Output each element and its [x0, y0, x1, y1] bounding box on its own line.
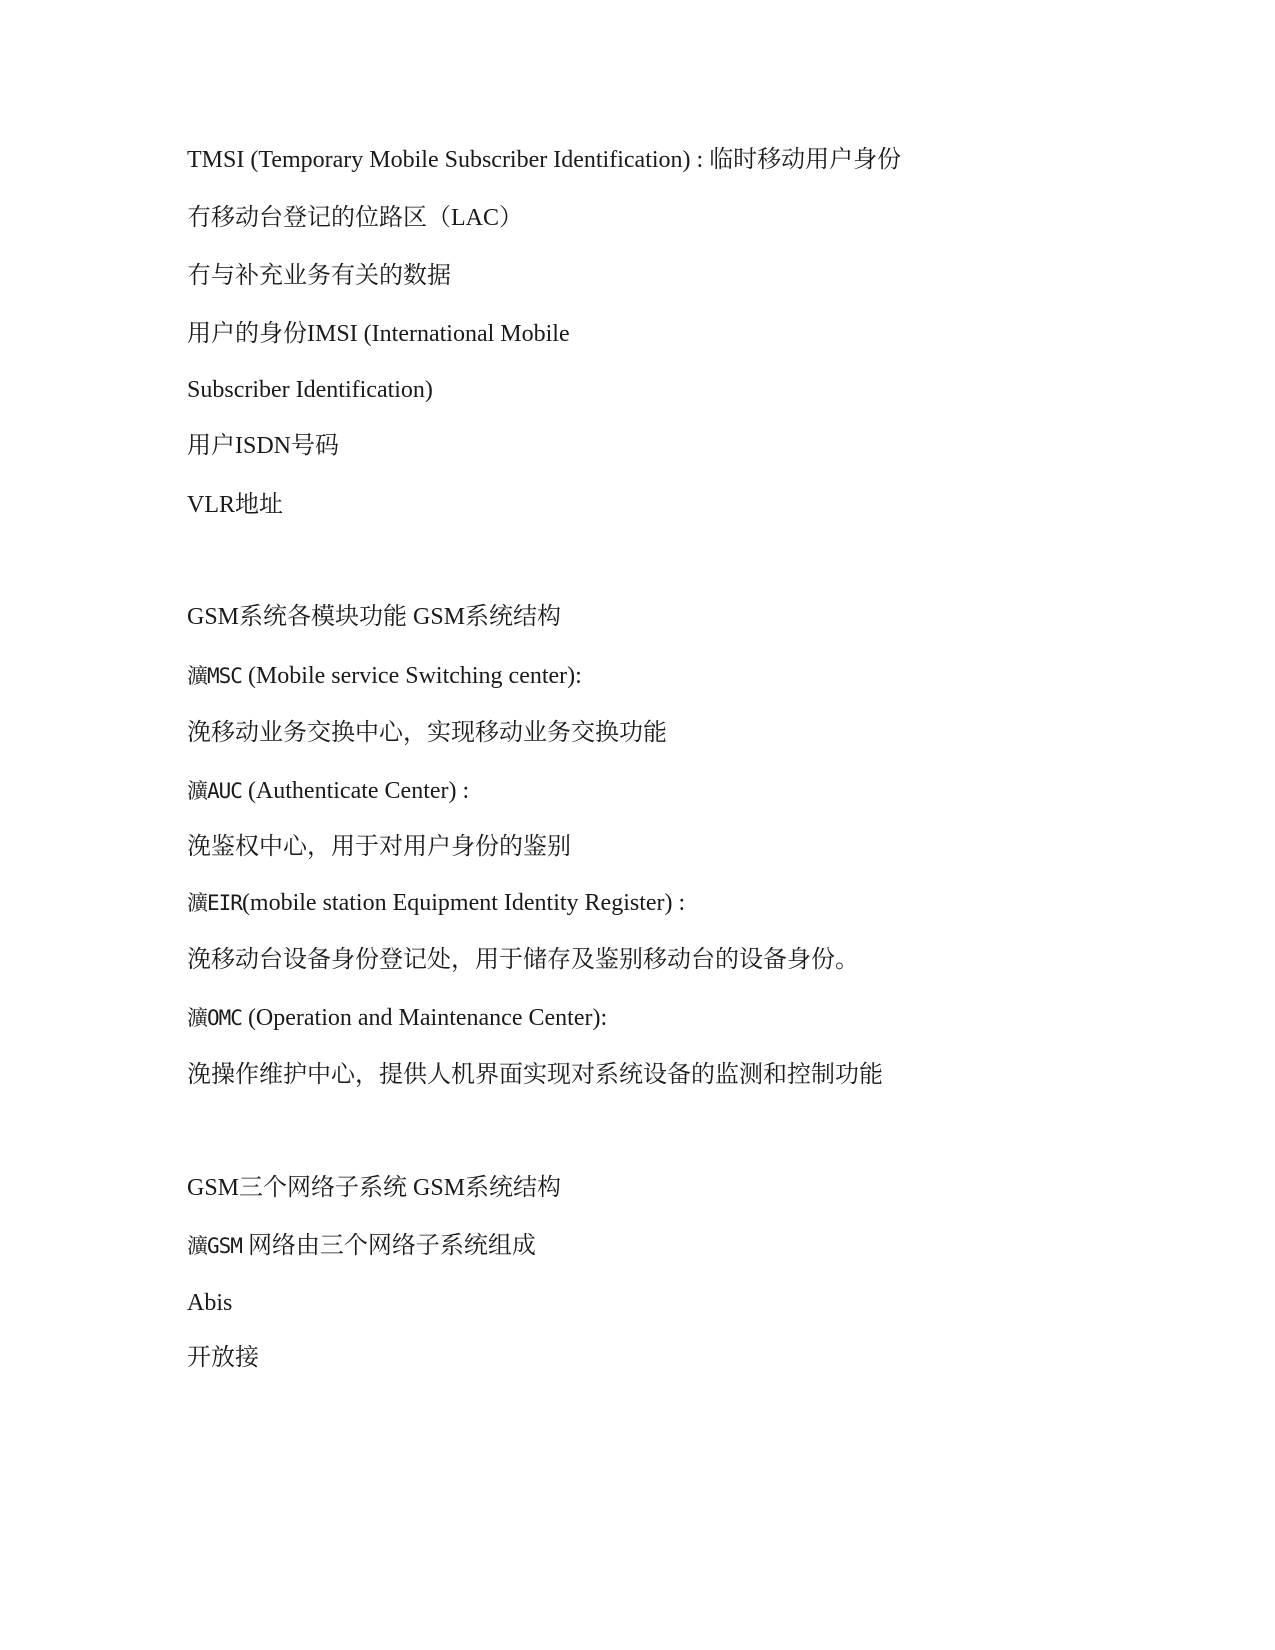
bullet-prefix: 瀇OMC: [187, 1006, 242, 1030]
text-line-auc-desc: 浼鉴权中心，用于对用户身份的鉴别: [187, 834, 571, 860]
text-line-isdn: 用户ISDN号码: [187, 433, 340, 459]
bullet-prefix: 瀇AUC: [187, 779, 242, 803]
line-text: (mobile station Equipment Identity Register) :: [241, 890, 686, 916]
bullet-prefix: 瀇EIR: [187, 891, 242, 915]
line-text: (Authenticate Center) :: [241, 778, 470, 804]
text-line-eir: [187, 888, 685, 918]
text-line-auc: [187, 776, 469, 806]
text-line-eir-desc: 浼移动台设备身份登记处，用于储存及鉴别移动台的设备身份。: [187, 947, 859, 973]
text-line-imsi: 用户的身份IMSI (International Mobile: [187, 321, 570, 347]
text-line-omc-desc: 浼操作维护中心，提供人机界面实现对系统设备的监测和控制功能: [187, 1062, 883, 1088]
text-line-tmsi: TMSI (Temporary Mobile Subscriber Identification) : 临时移动用户身份: [187, 147, 902, 173]
line-text: (Mobile service Switching center):: [241, 663, 582, 689]
text-line-msc: [187, 661, 582, 691]
line-text: 网络由三个网络子系统组成: [241, 1233, 536, 1259]
text-line-imsi-cont: Subscriber Identification): [187, 377, 433, 403]
bullet-prefix: 瀇MSC: [187, 664, 242, 688]
bullet-prefix: 瀇GSM: [187, 1234, 242, 1258]
heading-module-functions: GSM系统各模块功能 GSM系统结构: [187, 604, 562, 630]
text-line-msc-desc: 浼移动业务交换中心，实现移动业务交换功能: [187, 720, 667, 746]
line-text: (Operation and Maintenance Center):: [241, 1005, 608, 1031]
text-line-vlr: VLR地址: [187, 492, 283, 518]
text-line-abis: Abis: [187, 1290, 233, 1316]
text-line-gsm-network: [187, 1231, 536, 1261]
text-line-location-area: 冇移动台登记的位路区（LAC）: [187, 205, 523, 231]
text-line-omc: [187, 1003, 607, 1033]
text-line-open-interface: 开放接: [187, 1345, 259, 1371]
heading-network-subsystems: GSM三个网络子系统 GSM系统结构: [187, 1175, 562, 1201]
text-line-supplementary-data: 冇与补充业务有关的数据: [187, 263, 451, 289]
